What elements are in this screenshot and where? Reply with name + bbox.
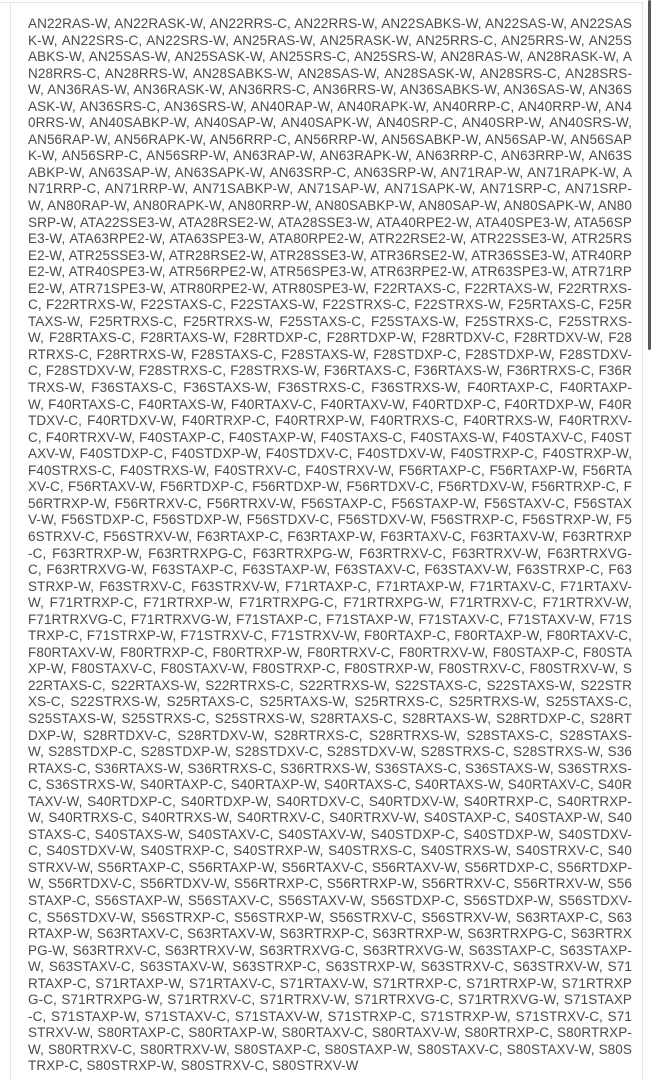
model-code-list: AN22RAS-W, AN22RASK-W, AN22RRS-C, AN22RRS-W, AN22SABKS-W, AN22SAS-W, AN22SASK-W, AN22SRS-C, AN22SRS-W, AN25RAS-W, AN25RASK-W, AN25RRS-C, AN25RRS-W, AN25SABKS-W, AN25SAS-W, AN25SASK-W, AN25SRS-C, AN25SRS-W, AN28RAS-W, AN28RASK-W, AN28RRS-C, AN28RRS-W, AN28SABKS-W, AN28SAS-W, AN28SASK-W, AN28SRS-C, AN28SRS-W, AN36RAS-W, AN36RASK-W, AN36RRS-C, AN36RRS-W, AN36SABKS-W, AN36SAS-W, AN36SASK-W, AN36SRS-C, AN36SRS-W, AN40RAP-W, AN40RAPK-W, AN40RRP-C, AN40RRP-W, AN40RRS-W, AN40SABKP-W, AN40SAP-W, AN40SAPK-W, AN40SRP-C, AN40SRP-W, AN40SRS-W, AN56RAP-W, AN56RAPK-W, AN56RRP-C, AN56RRP-W, AN56SABKP-W, AN56SAP-W, AN56SAPK-W, AN56SRP-C, AN56SRP-W, AN63RAP-W, AN63RAPK-W, AN63RRP-C, AN63RRP-W, AN63SABKP-W, AN63SAP-W, AN63SAPK-W, AN63SRP-C, AN63SRP-W, AN71RAP-W, AN71RAPK-W, AN71RRP-C, AN71RRP-W, AN71SABKP-W, AN71SAP-W, AN71SAPK-W, AN71SRP-C, AN71SRP-W, AN80RAP-W, AN80RAPK-W, AN80RRP-W, AN80SABKP-W, AN80SAP-W, AN80SAPK-W, AN80SRP-W, ATA22SSE3-W, ATA28RSE2-W, ATA28SSE3-W, ATA40RPE2-W, ATA40SPE3-W, ATA56SPE3-W, ATA63RPE2-W, ATA63SPE3-W, ATA80RPE2-W, ATR22RSE2-W, ATR22SSE3-W, ATR25RSE2-W, ATR25SSE3-W, ATR28RSE2-W, ATR28SSE3-W, ATR36RSE2-W, ATR36SSE3-W, ATR40RPE2-W, ATR40SPE3-W, ATR56RPE2-W, ATR56SPE3-W, ATR63RPE2-W, ATR63SPE3-W, ATR71RPE2-W, ATR71SPE3-W, ATR80RPE2-W, ATR80SPE3-W, F22RTAXS-C, F22RTAXS-W, F22RTRXS-C, F22RTRXS-W, F22STAXS-C, F22STAXS-W, F22STRXS-C, F22STRXS-W, F25RTAXS-C, F25RTAXS-W, F25RTRXS-C, F25RTRXS-W, F25STAXS-C, F25STAXS-W, F25STRXS-C, F25STRXS-W, F28RTAXS-C, F28RTAXS-W, F28RTDXP-C, F28RTDXP-W, F28RTDXV-C, F28RTDXV-W, F28RTRXS-C, F28RTRXS-W, F28STAXS-C, F28STAXS-W, F28STDXP-C, F28STDXP-W, F28STDXV-C, F28STDXV-W, F28STRXS-C, F28STRXS-W, F36RTAXS-C, F36RTAXS-W, F36RTRXS-C, F36RTRXS-W, F36STAXS-C, F36STAXS-W, F36STRXS-C, F36STRXS-W, F40RTAXP-C, F40RTAXP-W, F40RTAXS-C, F40RTAXS-W, F40RTAXV-C, F40RTAXV-W, F40RTDXP-C, F40RTDXP-W, F40RTDXV-C, F40RTDXV-W, F40RTRXP-C, F40RTRXP-W, F40RTRXS-C, F40RTRXS-W, F40RTRXV-C, F40RTRXV-W, F40STAXP-C, F40STAXP-W, F40STAXS-C, F40STAXS-W, F40STAXV-C, F40STAXV-W, F40STDXP-C, F40STDXP-W, F40STDXV-C, F40STDXV-W, F40STRXP-C, F40STRXP-W, F40STRXS-C, F40STRXS-W, F40STRXV-C, F40STRXV-W, F56RTAXP-C, F56RTAXP-W, F56RTAXV-C, F56RTAXV-W, F56RTDXP-C, F56RTDXP-W, F56RTDXV-C, F56RTDXV-W, F56RTRXP-C, F56RTRXP-W, F56RTRXV-C, F56RTRXV-W, F56STAXP-C, F56STAXP-W, F56STAXV-C, F56STAXV-W, F56STDXP-C, F56STDXP-W, F56STDXV-C, F56STDXV-W, F56STRXP-C, F56STRXP-W, F56STRXV-C, F56STRXV-W, F63RTAXP-C, F63RTAXP-W, F63RTAXV-C, F63RTAXV-W, F63RTRXP-C, F63RTRXP-W, F63RTRXPG-C, F63RTRXPG-W, F63RTRXV-C, F63RTRXV-W, F63RTRXVG-C, F63RTRXVG-W, F63STAXP-C, F63STAXP-W, F63STAXV-C, F63STAXV-W, F63STRXP-C, F63STRXP-W, F63STRXV-C, F63STRXV-W, F71RTAXP-C, F71RTAXP-W, F71RTAXV-C, F71RTAXV-W, F71RTRXP-C, F71RTRXP-W, F71RTRXPG-C, F71RTRXPG-W, F71RTRXV-C, F71RTRXV-W, F71RTRXVG-C, F71RTRXVG-W, F71STAXP-C, F71STAXP-W, F71STAXV-C, F71STAXV-W, F71STRXP-C, F71STRXP-W, F71STRXV-C, F71STRXV-W, F80RTAXP-C, F80RTAXP-W, F80RTAXV-C, F80RTAXV-W, F80RTRXP-C, F80RTRXP-W, F80RTRXV-C, F80RTRXV-W, F80STAXP-C, F80STAXP-W, F80STAXV-C, F80STAXV-W, F80STRXP-C, F80STRXP-W, F80STRXV-C, F80STRXV-W, S22RTAXS-C, S22RTAXS-W, S22RTRXS-C, S22RTRXS-W, S22STAXS-C, S22STAXS-W, S22STRXS-C, S22STRXS-W, S25RTAXS-C, S25RTAXS-W, S25RTRXS-C, S25RTRXS-W, S25STAXS-C, S25STAXS-W, S25STRXS-C, S25STRXS-W, S28RTAXS-C, S28RTAXS-W, S28RTDXP-C, S28RTDXP-W, S28RTDXV-C, S28RTDXV-W, S28RTRXS-C, S28RTRXS-W, S28STAXS-C, S28STAXS-W, S28STDXP-C, S28STDXP-W, S28STDXV-C, S28STDXV-W, S28STRXS-C, S28STRXS-W, S36RTAXS-C, S36RTAXS-W, S36RTRXS-C, S36RTRXS-W, S36STAXS-C, S36STAXS-W, S36STRXS-C, S36STRXS-W, S40RTAXP-C, S40RTAXP-W, S40RTAXS-C, S40RTAXS-W, S40RTAXV-C, S40RTAXV-W, S40RTDXP-C, S40RTDXP-W, S40RTDXV-C, S40RTDXV-W, S40RTRXP-C, S40RTRXP-W, S40RTRXS-C, S40RTRXS-W, S40RTRXV-C, S40RTRXV-W, S40STAXP-C, S40STAXP-W, S40STAXS-C, S40STAXS-W, S40STAXV-C, S40STAXV-W, S40STDXP-C, S40STDXP-W, S40STDXV-C, S40STDXV-W, S40STRXP-C, S40STRXP-W, S40STRXS-C, S40STRXS-W, S40STRXV-C, S40STRXV-W, S56RTAXP-C, S56RTAXP-W, S56RTAXV-C, S56RTAXV-W, S56RTDXP-C, S56RTDXP-W, S56RTDXV-C, S56RTDXV-W, S56RTRXP-C, S56RTRXP-W, S56RTRXV-C, S56RTRXV-W, S56STAXP-C, S56STAXP-W, S56STAXV-C, S56STAXV-W, S56STDXP-C, S56STDXP-W, S56STDXV-C, S56STDXV-W, S56STRXP-C, S56STRXP-W, S56STRXV-C, S56STRXV-W, S63RTAXP-C, S63RTAXP-W, S63RTAXV-C, S63RTAXV-W, S63RTRXP-C, S63RTRXP-W, S63RTRXPG-C, S63RTRXPG-W, S63RTRXV-C, S63RTRXV-W, S63RTRXVG-C, S63RTRXVG-W, S63STAXP-C, S63STAXP-W, S63STAXV-C, S63STAXV-W, S63STRXP-C, S63STRXP-W, S63STRXV-C, S63STRXV-W, S71RTAXP-C, S71RTAXP-W, S71RTAXV-C, S71RTAXV-W, S71RTRXP-C, S71RTRXP-W, S71RTRXPG-C, S71RTRXPG-W, S71RTRXV-C, S71RTRXV-W, S71RTRXVG-C, S71RTRXVG-W, S71STAXP-C, S71STAXP-W, S71STAXV-C, S71STAXV-W, S71STRXP-C, S71STRXP-W, S71STRXV-C, S71STRXV-W, S80RTAXP-C, S80RTAXP-W, S80RTAXV-C, S80RTAXV-W, S80RTRXP-C, S80RTRXP-W, S80RTRXV-C, S80RTRXV-W, S80STAXP-C, S80STAXP-W, S80STAXV-C, S80STAXV-W, S80STRXP-C, S80STRXP-W, S80STRXV-C, S80STRXV-W bbox=[28, 16, 632, 1074]
scrollbar-thumb[interactable] bbox=[648, 0, 651, 350]
content-panel bbox=[10, 3, 643, 1080]
